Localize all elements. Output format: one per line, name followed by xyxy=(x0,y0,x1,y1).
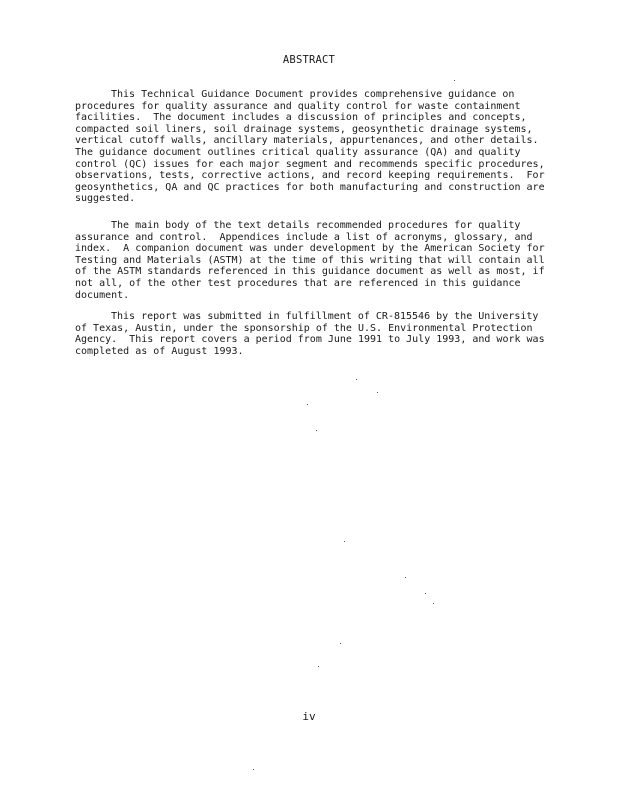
text-line: of the ASTM standards referenced in this guidance document as well as most, if xyxy=(75,266,545,278)
text-line: Agency. This report covers a period from June 1991 to July 1993, and work was xyxy=(75,334,545,346)
scan-speck xyxy=(316,430,317,431)
text-line: geosynthetics, QA and QC practices for both manufacturing and construction are xyxy=(75,181,545,193)
text-line: procedures for quality assurance and quality control for waste containment xyxy=(75,100,521,112)
scan-speck xyxy=(425,593,426,594)
scan-speck xyxy=(454,80,455,81)
text-line: Testing and Materials (ASTM) at the time of this writing that will contain all xyxy=(75,254,545,266)
scan-speck xyxy=(356,379,357,380)
scan-speck xyxy=(340,643,341,644)
text-line: This Technical Guidance Document provides comprehensive guidance on xyxy=(111,89,515,100)
text-line: index. A companion document was under development by the American Society for xyxy=(75,243,545,255)
text-line: compacted soil liners, soil drainage systems, geosynthetic drainage systems, xyxy=(75,123,533,135)
scan-speck xyxy=(405,577,406,578)
text-line: facilities. The document includes a discussion of principles and concepts, xyxy=(75,112,527,124)
text-line: The guidance document outlines critical quality assurance (QA) and quality xyxy=(75,146,521,158)
abstract-heading: ABSTRACT xyxy=(282,54,336,66)
scan-speck xyxy=(318,666,319,667)
text-line: assurance and control. Appendices include a list of acronyms, glossary, and xyxy=(75,231,533,243)
text-line: of Texas, Austin, under the sponsorship of the U.S. Environmental Protection xyxy=(75,322,533,334)
scan-speck xyxy=(307,404,308,405)
scan-speck xyxy=(433,603,434,604)
scan-speck xyxy=(377,392,378,393)
text-line: vertical cutoff walls, ancillary materials, appurtenances, and other details. xyxy=(75,135,539,147)
text-line: suggested. xyxy=(75,193,136,205)
text-line: not all, of the other test procedures that are referenced in this guidance xyxy=(75,277,521,289)
scan-speck xyxy=(344,541,345,542)
text-line: The main body of the text details recommended procedures for quality xyxy=(111,220,521,231)
text-line: observations, tests, corrective actions, and record keeping requirements. For xyxy=(75,170,545,182)
abstract-paragraph-3 xyxy=(75,311,555,357)
abstract-paragraph-2 xyxy=(75,220,555,301)
page-number: iv xyxy=(302,710,316,723)
text-line: document. xyxy=(75,289,130,301)
text-line: This report was submitted in fulfillment of CR-815546 by the University xyxy=(111,311,539,322)
scan-speck xyxy=(253,769,254,770)
abstract-paragraph-1 xyxy=(75,89,555,205)
text-line: completed as of August 1993. xyxy=(75,345,244,357)
text-line: control (QC) issues for each major segment and recommends specific procedures, xyxy=(75,158,545,170)
